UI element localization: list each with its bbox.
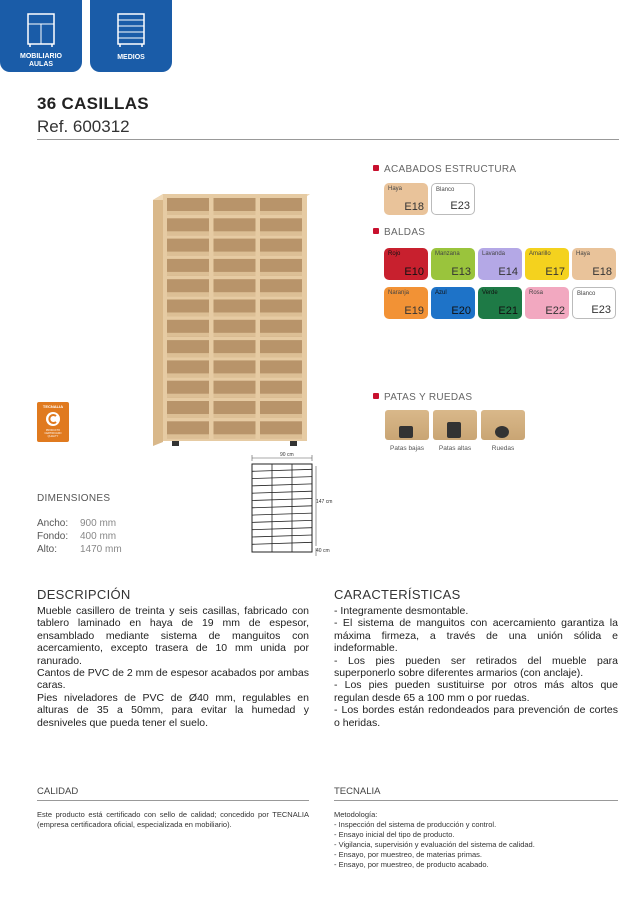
drawing-shelf-line <box>252 520 312 522</box>
acabados-heading <box>373 164 516 175</box>
patas-label: Ruedas <box>491 445 515 452</box>
cabinet-shelf <box>167 252 209 256</box>
baldas-heading <box>373 227 425 238</box>
cabinet-shelf <box>214 211 256 215</box>
seal-logo-icon <box>45 411 61 427</box>
color-swatch[interactable] <box>431 287 475 319</box>
dimensiones-heading: DIMENSIONES <box>37 493 111 504</box>
descripcion-paragraph: Pies niveladores de PVC de Ø40 mm, regulables en alturas de 35 a 50mm, para evitar la humedad y desniveles que pueda tener el suelo. <box>37 691 309 729</box>
caracteristica-item: - Los pies pueden sustituirse por otros más altos que regulan desde 65 a 100 mm o por ruedas. <box>334 679 618 704</box>
dim-value: 1470 mm <box>80 544 122 555</box>
caracteristica-item: - Los pies pueden ser retirados del mueble para superponerlo sobre diferentes armarios (con anclaje). <box>334 654 618 680</box>
bullet-icon <box>373 228 379 234</box>
swatch-code: E18 <box>404 201 424 213</box>
cabinet-shelf <box>214 414 256 418</box>
patas-option-0[interactable] <box>385 410 429 440</box>
swatch-code: E10 <box>404 266 424 278</box>
descripcion-body <box>37 605 309 729</box>
tecnalia-line: - Ensayo, por muestreo, de producto acabado. <box>334 860 489 869</box>
drawing-shelf-line <box>252 484 312 486</box>
swatch-code: E18 <box>592 266 612 278</box>
cabinet-shelf <box>214 292 256 296</box>
drawing-shelf-line <box>252 513 312 515</box>
cabinet-shelf <box>260 252 302 256</box>
drawing-shelf-line <box>252 528 312 530</box>
bullet-icon <box>373 165 379 171</box>
cabinet-shelf <box>167 394 209 398</box>
cabinet-shelf <box>167 434 209 438</box>
swatch-name: Verde <box>482 290 498 296</box>
cabinet-shelf <box>167 211 209 215</box>
color-swatch[interactable] <box>478 248 522 280</box>
tecnalia-line: - Inspección del sistema de producción y control. <box>334 820 497 829</box>
cabinet-shelf <box>214 272 256 276</box>
patas-label: Patas bajas <box>390 445 424 452</box>
acabados-heading-text: ACABADOS ESTRUCTURA <box>384 164 517 175</box>
baldas-heading-text: BALDAS <box>384 227 426 238</box>
drawing-shelf-line <box>252 499 312 501</box>
nav-btn1-label-1: MOBILIARIO <box>20 53 62 60</box>
swatch-code: E19 <box>404 305 424 317</box>
tecnalia-line: - Ensayo, por muestreo, de materias primas. <box>334 850 482 859</box>
color-swatch[interactable] <box>431 248 475 280</box>
tecnalia-divider <box>334 800 618 801</box>
swatch-code: E13 <box>451 266 471 278</box>
tecnalia-line: - Ensayo inicial del tipo de producto. <box>334 830 455 839</box>
cabinet-shelf <box>167 272 209 276</box>
nav-medios-button[interactable] <box>90 0 172 72</box>
cabinet-shelf <box>214 434 256 438</box>
cabinet-shelf <box>214 313 256 317</box>
title-divider <box>37 139 619 140</box>
caracteristica-item: - El sistema de manguitos con acercamiento garantiza la máxima firmeza, a través de una unión sólida e indeformable. <box>334 617 618 655</box>
color-swatch[interactable] <box>384 183 428 215</box>
cabinet-shelf <box>260 211 302 215</box>
tecnalia-list <box>334 810 618 870</box>
cabinet-shelf <box>214 394 256 398</box>
swatch-code: E23 <box>450 200 470 212</box>
swatch-name: Lavanda <box>482 251 506 257</box>
cabinet-shelf <box>167 231 209 235</box>
drawing-depth-label: 40 cm <box>316 548 330 554</box>
tecnalia-line: - Vigilancia, supervisión y evaluación del sistema de calidad. <box>334 840 535 849</box>
cabinet-illustration <box>150 192 310 448</box>
cabinet-shelf <box>260 231 302 235</box>
cabinet-shelf <box>260 333 302 337</box>
swatch-code: E22 <box>545 305 565 317</box>
caracteristicas-heading: CARACTERÍSTICAS <box>334 587 461 602</box>
wheel-icon <box>495 426 509 438</box>
cabinet-shelf <box>167 414 209 418</box>
caracteristicas-body <box>334 605 618 729</box>
descripcion-paragraph: Mueble casillero de treinta y seis casillas, fabricado con tablero laminado en haya de 19 mm de espesor, ensamblado mediante sistema de manguitos con acercamiento, excepto trasera de 10 mm unida por ranurado. <box>37 605 309 667</box>
cabinet-shelf <box>260 353 302 357</box>
cabinet-shelf <box>214 252 256 256</box>
cabinet-shelf <box>260 292 302 296</box>
cabinet-shelf <box>214 353 256 357</box>
cabinet-shelf <box>214 231 256 235</box>
calidad-divider <box>37 800 309 801</box>
drawing-height-label: 147 cm <box>316 499 333 505</box>
patas-option-2[interactable] <box>481 410 525 440</box>
drawing-shelf-line <box>252 535 312 537</box>
calidad-heading: CALIDAD <box>37 786 79 797</box>
swatch-name: Blanco <box>436 187 455 193</box>
swatch-code: E14 <box>498 266 518 278</box>
patas-heading <box>373 392 472 403</box>
foot-icon <box>399 426 413 438</box>
drawing-shelf-line <box>252 491 312 493</box>
swatch-name: Blanco <box>577 291 596 297</box>
color-swatch[interactable] <box>478 287 522 319</box>
swatch-code: E21 <box>498 305 518 317</box>
cabinet-icon <box>26 12 56 48</box>
seal-brand: TECNALIA <box>42 404 64 409</box>
cabinet-shelf <box>167 333 209 337</box>
tecnalia-seal <box>37 402 69 442</box>
cabinet-shelf <box>260 373 302 377</box>
dim-value: 900 mm <box>80 518 117 529</box>
swatch-name: Amarillo <box>529 251 551 257</box>
descripcion-heading: DESCRIPCIÓN <box>37 587 131 602</box>
swatch-code: E20 <box>451 305 471 317</box>
dim-label: Ancho: <box>37 518 69 529</box>
cabinet-shelf <box>260 394 302 398</box>
swatch-name: Manzana <box>435 251 460 257</box>
seal-line2: CERTIFICADO <box>44 432 62 435</box>
product-title: 36 CASILLAS <box>37 94 149 113</box>
foot-icon <box>447 422 461 438</box>
technical-drawing <box>246 452 338 560</box>
swatch-name: Azul <box>435 290 447 296</box>
caracteristica-item: - Integramente desmontable. <box>334 605 469 617</box>
tecnalia-line: Metodología: <box>334 810 378 819</box>
cabinet-shelf <box>260 272 302 276</box>
color-swatch[interactable] <box>525 248 569 280</box>
nav-mobiliario-aulas-button[interactable] <box>0 0 82 72</box>
nav-btn2-label: MEDIOS <box>117 54 145 61</box>
color-swatch[interactable] <box>431 183 475 215</box>
nav-btn1-label-2: AULAS <box>28 61 54 68</box>
dim-value: 400 mm <box>80 531 117 542</box>
color-swatch[interactable] <box>384 248 428 280</box>
drawing-shelf-line <box>252 469 312 471</box>
drawing-shelf-line <box>252 542 312 544</box>
color-swatch[interactable] <box>525 287 569 319</box>
tecnalia-heading: TECNALIA <box>334 786 381 797</box>
color-swatch[interactable] <box>572 287 616 319</box>
seal-line3: QUALITY <box>47 435 59 438</box>
swatch-code: E23 <box>591 304 611 316</box>
color-swatch[interactable] <box>572 248 616 280</box>
dim-label: Fondo: <box>37 531 69 542</box>
patas-option-1[interactable] <box>433 410 477 440</box>
cabinet-shelf <box>214 333 256 337</box>
swatch-name: Rojo <box>388 251 401 257</box>
cabinet-shelf <box>260 434 302 438</box>
drawers-icon <box>116 12 146 48</box>
cabinet-shelf <box>214 373 256 377</box>
swatch-name: Haya <box>388 186 403 192</box>
seal-line1: PRODUCTO <box>45 429 61 432</box>
cabinet-shelf <box>167 373 209 377</box>
drawing-shelf-line <box>252 477 312 479</box>
swatch-name: Naranja <box>388 290 410 296</box>
cabinet-shelf <box>260 414 302 418</box>
dim-label: Alto: <box>37 544 58 555</box>
drawing-shelf-line <box>252 506 312 508</box>
product-ref: Ref. 600312 <box>37 117 130 136</box>
cabinet-shelf <box>167 353 209 357</box>
cabinet-shelf <box>260 313 302 317</box>
cabinet-shelf <box>167 313 209 317</box>
color-swatch[interactable] <box>384 287 428 319</box>
descripcion-paragraph: Cantos de PVC de 2 mm de espesor acabados por ambas caras. <box>37 667 309 692</box>
swatch-code: E17 <box>545 266 565 278</box>
patas-label: Patas altas <box>438 445 472 452</box>
seal-text <box>37 429 69 438</box>
patas-heading-text: PATAS Y RUEDAS <box>384 392 473 403</box>
swatch-name: Rosa <box>529 290 544 296</box>
cabinet-shelf <box>167 292 209 296</box>
calidad-text: Este producto está certificado con sello de calidad; concedido por TECNALIA (empresa certificadora oficial, especializada en mobiliario). <box>37 810 309 829</box>
drawing-width-label: 90 cm <box>280 452 294 458</box>
swatch-name: Haya <box>576 251 591 257</box>
bullet-icon <box>373 393 379 399</box>
caracteristica-item: - Los bordes están redondeados para prevención de cortes o heridas. <box>334 704 618 729</box>
